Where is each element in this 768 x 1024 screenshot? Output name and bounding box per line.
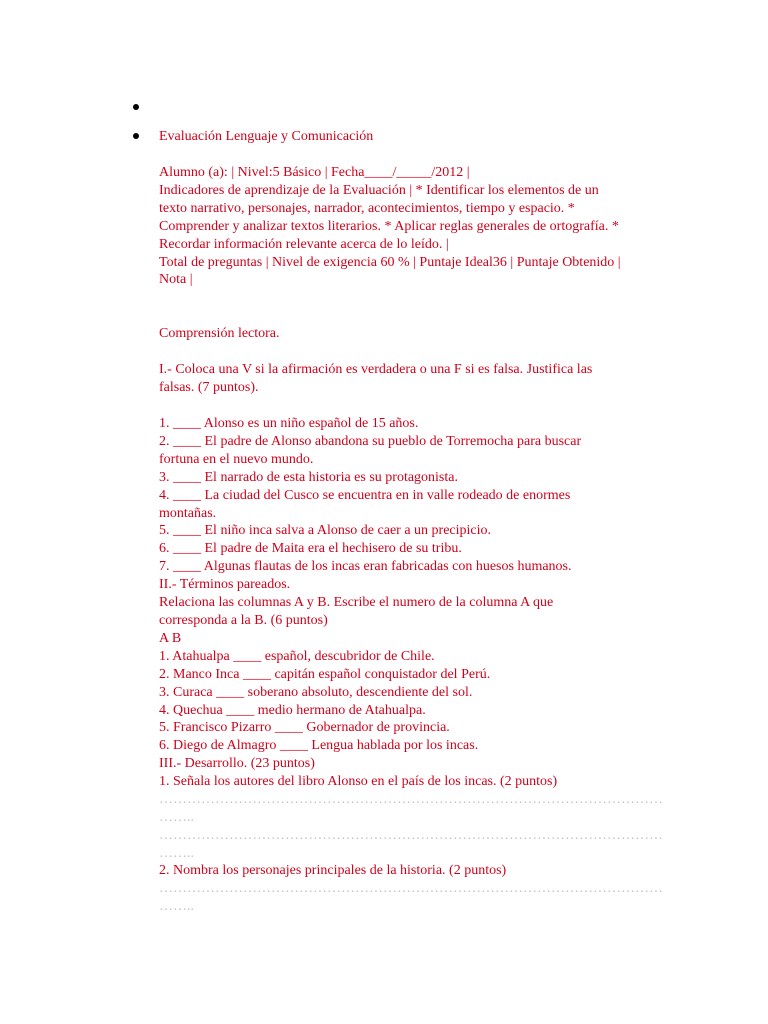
answer-dotted-line: ……..	[159, 898, 194, 914]
pairing-line: 2. Manco Inca ____ capitán español conquistador del Perú.	[159, 666, 491, 682]
section-heading: Comprensión lectora.	[159, 326, 280, 341]
question-line: 3. ____ El narrado de esta historia es su protagonista.	[159, 469, 458, 485]
header-line: Total de preguntas | Nivel de exigencia 60 % | Puntaje Ideal36 | Puntaje Obtenido |	[159, 254, 621, 270]
column-headers: A B	[159, 630, 182, 646]
answer-lines-q1	[159, 791, 663, 863]
instruction-line: corresponda a la B. (6 puntos)	[159, 612, 328, 628]
pairing-line: 4. Quechua ____ medio hermano de Atahualpa.	[159, 702, 426, 718]
answer-dotted-line: ……..	[159, 845, 194, 861]
question-line: 1. ____ Alonso es un niño español de 15 años.	[159, 416, 419, 431]
header-line: Comprender y analizar textos literarios. * Aplicar reglas generales de ortografía. *	[159, 218, 619, 234]
question-line: 1. Señala los autores del libro Alonso en el país de los incas. (2 puntos)	[159, 774, 558, 790]
question-2: 2. Nombra los personajes principales de la historia. (2 puntos)	[159, 863, 507, 878]
question-line: fortuna en el nuevo mundo.	[159, 451, 314, 467]
question-line: montañas.	[159, 505, 217, 521]
instruction-line: Relaciona las columnas A y B. Escribe el numero de la columna A que	[159, 595, 554, 611]
evaluation-header-info	[159, 164, 659, 289]
header-line: Alumno (a): | Nivel:5 Básico | Fecha____/_____/2012 |	[159, 165, 470, 180]
answer-dotted-line: ………………………………………………………………………………………………	[159, 827, 663, 843]
answer-lines-q2	[159, 880, 663, 916]
title-bullet	[133, 133, 139, 139]
question-line: 7. ____ Algunas flautas de los incas eran fabricadas con huesos humanos.	[159, 559, 572, 575]
pairing-line: 6. Diego de Almagro ____ Lengua hablada por los incas.	[159, 738, 479, 754]
pairing-line: 1. Atahualpa ____ español, descubridor de Chile.	[159, 648, 435, 664]
question-line: 6. ____ El padre de Maita era el hechisero de su tribu.	[159, 541, 462, 557]
answer-dotted-line: ………………………………………………………………………………………………	[159, 792, 663, 807]
document-title: Evaluación Lenguaje y Comunicación	[159, 129, 374, 144]
section-title-line: II.- Términos pareados.	[159, 577, 291, 593]
header-line: Recordar información relevante acerca de lo leído. |	[159, 236, 449, 252]
header-line: Indicadores de aprendizaje de la Evaluación | * Identificar los elementos de un	[159, 182, 599, 198]
question-line: 4. ____ La ciudad del Cusco se encuentra en in valle rodeado de enormes	[159, 487, 571, 503]
section-title-line: III.- Desarrollo. (23 puntos)	[159, 756, 315, 772]
header-line: Nota |	[159, 272, 193, 288]
instruction-line: I.- Coloca una V si la afirmación es verdadera o una F si es falsa. Justifica las	[159, 362, 593, 377]
answer-dotted-line: ………………………………………………………………………………………………	[159, 881, 663, 896]
pairing-line: 3. Curaca ____ soberano absoluto, descendiente del sol.	[159, 684, 473, 700]
header-line: texto narrativo, personajes, narrador, acontecimientos, tiempo y espacio. *	[159, 200, 575, 216]
question-line: 5. ____ El niño inca salva a Alonso de caer a un precipicio.	[159, 523, 492, 539]
pairing-line: 5. Francisco Pizarro ____ Gobernador de provincia.	[159, 720, 450, 736]
answer-dotted-line: ……..	[159, 809, 194, 825]
part1-instructions	[159, 361, 659, 397]
question-line: 2. ____ El padre de Alonso abandona su pueblo de Torremocha para buscar	[159, 433, 582, 449]
instruction-line: falsas. (7 puntos).	[159, 379, 259, 395]
empty-bullet	[133, 104, 139, 110]
questions-body	[159, 415, 659, 791]
